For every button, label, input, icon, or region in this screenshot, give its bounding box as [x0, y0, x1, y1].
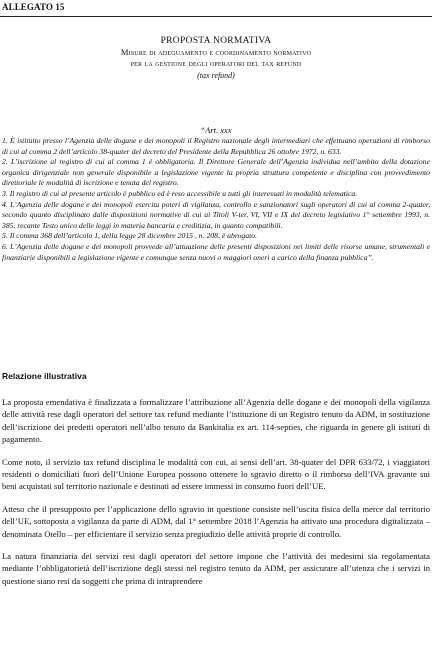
report-paragraph-4: La natura finanziaria dei servizi resi dagli operatori del settore impone che l’attività dei medesimi sia regolamentata mediante l’obbligatorietà dell’iscrizione degli stessi nel registro tenuto da ADM, per assicurare all’utenza che i servizi in questione siano resi da soggetti che prima di intraprendere: [2, 551, 430, 586]
article-paragraph-5: 5. Il comma 368 dell’articolo 1, della legge 28 dicembre 2015 , n. 208, è abrogato.: [2, 231, 257, 241]
article-body: [2, 136, 430, 263]
article-paragraph-4: 4. L’Agenzia delle dogane e dei monopoli esercita poteri di vigilanza, controllo e sanzionatori sugli operatori di cui al comma 2-quater, secondo quanto disciplinato dalle disposizioni normative di cui ai Titoli V-ter, VI, VII e IX del decreto legislativo 1° settembre 1993, n. 385, recante Testo unico delle leggi in materia bancaria e creditizia, in quanto compatibili.: [2, 199, 430, 230]
article-paragraph-3: 3. Il registro di cui al presente articolo è pubblico ed è reso accessibile a tutti gli interessati in modalità telematica.: [2, 188, 358, 198]
report-paragraph-1: La proposta emendativa è finalizzata a formalizzare l’attribuzione all’Agenzia delle dogane e dei monopoli della vigilanza delle attività rese dagli operatori del settore tax refund mediante l’istituzione di un Registro tenuto da ADM, in sostituzione dell’iscrizione dei predetti operatori nell’albo tenuto da Bankitalia ex art. 114-septies, che riguarda in genere gli istituti di pagamento.: [2, 397, 430, 445]
proposal-subtitle: [0, 47, 432, 69]
article-paragraph-2: 2. L’iscrizione al registro di cui al comma 1 è obbligatoria. Il Direttore Generale dell’Agenzia individua nell’ambito della dotazione organica dirigenziale non generale disponibile a legislazione vigente la propria struttura competente e disciplina con provvedimento direttoriale le modalità di iscrizione e tenuta del registro.: [2, 157, 430, 188]
proposal-title: PROPOSTA NORMATIVA: [160, 36, 272, 46]
article-paragraph-6: 6. L’Agenzia delle dogane e dei monopoli provvede all’attuazione delle presenti disposizioni nei limiti delle risorse umane, strumentali e finanziarie disponibili a legislazione vigente e comunque senza nuovi o maggiori oneri a carico della finanza pubblica”.: [2, 241, 430, 262]
report-body: [2, 396, 430, 597]
proposal-subtitle-line-1: Misure di adeguamento e coordinamento normativo: [120, 47, 312, 57]
proposal-subtitle-line-2: per la gestione degli operatori del tax refund: [130, 58, 302, 68]
header-divider: [0, 16, 432, 17]
article-label: “Art. xxx: [200, 125, 232, 135]
report-paragraph-2: Come noto, il servizio tax refund disciplina le modalità con cui, ai sensi dell’art. 38-quater del DPR 633/72, i viaggiatori residenti o domiciliati fuori dell’Unione Europea possono ottenere lo sgravio diretto o il rimborso dell’IVA gravante sui beni acquistati sul territorio nazionale e destinati ad essere immessi in consumo fuori dell’UE.: [2, 456, 430, 492]
article-paragraph-1: 1. È istituito presso l’Agenzia delle dogane e dei monopoli il Registro nazionale degli intermediari che effettuano operazioni di rimborso di cui al comma 2 dell’articolo 38-quater del decreto del Presidente della Repubblica 26 ottobre 1972, n. 633.: [2, 136, 430, 156]
annex-label: ALLEGATO 15: [2, 2, 65, 12]
report-heading: Relazione illustrativa: [2, 371, 87, 381]
tax-refund-note: (tax refund): [197, 71, 235, 80]
report-paragraph-3: Atteso che il presupposto per l’applicazione dello sgravio in questione consiste nell’uscita fisica della merce dal territorio dell’UE, sottoposta a vigilanza da parte di ADM, dal 1° settembre 2018 l’Agenzia ha attivato una procedura digitalizzata – denominata Otello – per efficientare il servizio senza pregiudizio delle attività proprie di controllo.: [2, 503, 430, 539]
